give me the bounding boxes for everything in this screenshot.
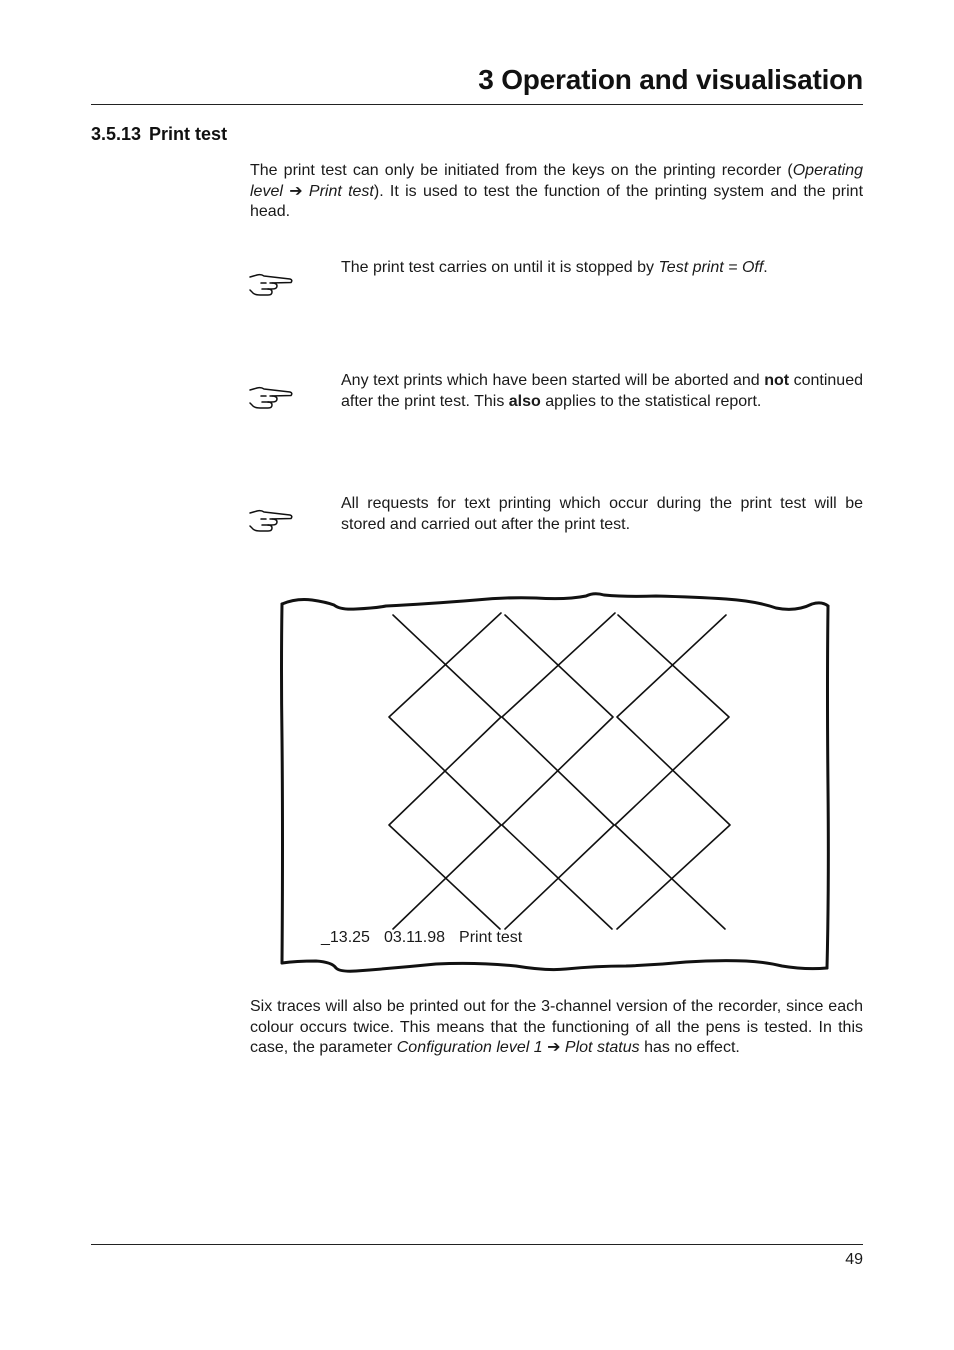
paper-torn-bottom-edge — [282, 961, 827, 972]
header-rule — [91, 104, 863, 105]
paper-left-edge — [282, 604, 283, 963]
section-title: Print test — [149, 124, 228, 144]
trace — [615, 615, 729, 929]
note-text: The print test carries on until it is stopped by Test print = Off. — [341, 259, 768, 276]
test-traces — [389, 613, 730, 929]
figure-caption — [321, 929, 536, 947]
pointing-hand-icon — [248, 506, 294, 534]
menu-path-item: Plot status — [564, 1039, 640, 1057]
note-text: All requests for text printing which occur during the print test will be stored and carried out after the print test. — [341, 495, 863, 533]
chapter-title: 3 Operation and visualisation — [478, 64, 863, 95]
trace — [617, 615, 730, 929]
trace — [389, 613, 501, 929]
intro-paragraph: The print test can only be initiated from the keys on the printing recorder (Operating level ➔ Print test). It is used to test the function of the printing system and the print head. — [250, 162, 864, 221]
parameter-value: Test print = Off — [658, 259, 764, 276]
trace — [502, 613, 615, 929]
menu-path-item: Print test — [308, 182, 374, 200]
pointing-hand-icon — [248, 270, 294, 298]
trace — [502, 615, 613, 929]
print-label: Print test — [459, 929, 523, 946]
section-heading — [91, 124, 227, 145]
print-time: _13.25 — [321, 929, 370, 946]
closing-paragraph: Six traces will also be printed out for the 3-channel version of the recorder, since each colour occurs twice. This means that the functioning of all the pens is tested. In this case, the parameter Configuration level 1 ➔ Plot status has no effect. — [250, 998, 863, 1057]
menu-path-level: Operating level — [250, 162, 863, 200]
section-number: 3.5.13 — [91, 124, 142, 144]
page-number: 49 — [845, 1251, 863, 1268]
pointing-hand-icon — [248, 383, 294, 411]
menu-path-level: Configuration level 1 — [396, 1039, 543, 1057]
footer-rule — [91, 1244, 863, 1245]
note-text: Any text prints which have been started will be aborted and not continued after the print test. This also applies to the statistical report. — [341, 372, 863, 410]
print-test-figure — [276, 588, 836, 980]
arrow-icon: ➔ — [282, 182, 309, 200]
arrow-icon: ➔ — [542, 1039, 565, 1057]
print-date: 03.11.98 — [383, 929, 446, 946]
paper-torn-top-edge — [282, 594, 828, 610]
paper-right-edge — [827, 606, 828, 968]
